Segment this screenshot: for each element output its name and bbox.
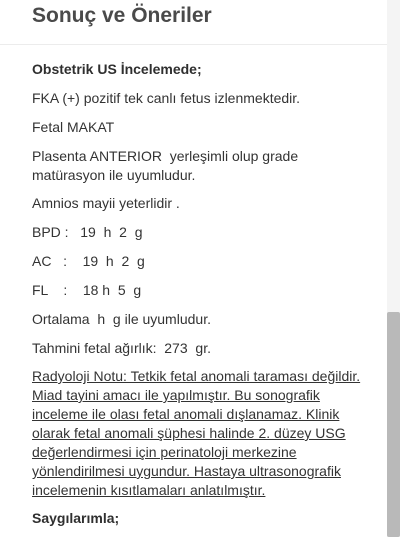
radiology-note-line: Radyoloji Notu: Tetkik fetal anomali taraması değildir. [32,368,361,384]
radiology-note-line: yönlendirilmesi uygundur. Hastaya ultrasonografik [32,463,341,479]
average-age: Ortalama h g ile uyumludur. [32,311,211,327]
radiology-note-line: değerlendirmesi için perinatoloji merkezine [32,444,297,460]
amnios-finding: Amnios mayii yeterlidir . [32,195,180,211]
fl-measurement: FL : 18 h 5 g [32,282,142,298]
fetal-presentation: Fetal MAKAT [32,119,115,135]
section-heading: Obstetrik US İncelemede; [32,61,202,77]
radiology-note-line: olarak fetal anomali şüphesi halinde 2. düzey USG [32,425,346,441]
page-title: Sonuç ve Öneriler [32,4,212,27]
estimated-fetal-weight: Tahmini fetal ağırlık: 273 gr. [32,340,211,356]
scrollbar-thumb[interactable] [387,312,400,537]
ac-measurement: AC : 19 h 2 g [32,253,145,269]
radiology-note-line: inceleme ile olası fetal anomali dışlanamaz. Klinik [32,406,340,422]
header-divider [0,44,387,45]
placenta-line-2: matürasyon ile uyumludur. [32,167,196,183]
fka-finding: FKA (+) pozitif tek canlı fetus izlenmektedir. [32,90,301,106]
scrollbar-track[interactable] [387,0,400,537]
radiology-note-line: Miad tayini amacı ile yapılmıştır. Bu sonografik [32,387,320,403]
bpd-measurement: BPD : 19 h 2 g [32,224,143,240]
closing-salutation: Saygılarımla; [32,510,120,526]
placenta-line-1: Plasenta ANTERIOR yerleşimli olup grade [32,148,299,164]
radiology-note-line: incelemenin kısıtlamaları anlatılmıştır. [32,482,266,498]
